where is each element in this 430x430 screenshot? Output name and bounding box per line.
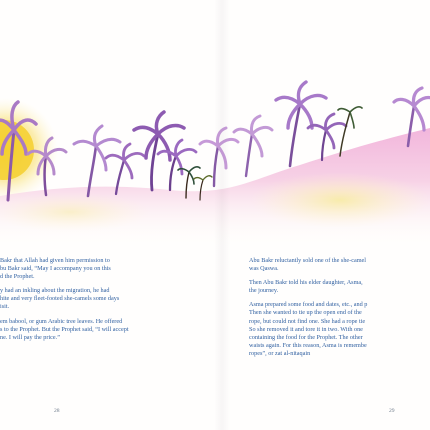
text-line: d the Prophet. [0, 273, 35, 281]
text-line: ropes”, or zat al-nitaqain [249, 349, 311, 357]
text-line: Asma prepared some food and dates, etc., and p [249, 301, 368, 309]
text-line: waists again. For this reason, Asma is remembe [249, 341, 367, 349]
text-line: Then she wanted to tie up the open end of the [249, 309, 362, 317]
paragraph [0, 257, 205, 281]
page-number: 29 [389, 408, 395, 414]
paragraph [0, 318, 205, 342]
text-line: rope, but could not find one. She had a rope tie [249, 317, 366, 325]
text-line: y had an inkling about the migration, he had [0, 287, 110, 295]
paragraph [0, 287, 205, 311]
paragraph [249, 257, 430, 273]
paragraph [249, 301, 430, 358]
text-line: em babool, or gum Arabic tree leaves. He offered [0, 317, 123, 325]
text-line: the journey. [249, 287, 279, 295]
left-page-text [0, 257, 205, 348]
text-line: Bakr that Allah had given him permission to [0, 257, 110, 264]
yellow-wash [250, 172, 430, 228]
page-number: 28 [54, 408, 60, 414]
text-line: Then Abu Bakr told his elder daughter, Asma, [249, 279, 363, 287]
text-line: was Qaswa. [249, 265, 279, 273]
text-line: isit. [0, 303, 10, 311]
page-gutter [214, 0, 230, 430]
text-line: ne. I will pay the price.” [0, 333, 60, 341]
text-line: Abu Bakr reluctantly sold one of the she-camel [249, 257, 367, 264]
right-page-text [249, 257, 430, 364]
text-line: bu Bakr said, “May I accompany you on this [0, 265, 111, 273]
paragraph [249, 279, 430, 295]
text-line: hite and very fleet-footed she-camels some days [0, 295, 120, 303]
text-line: s to the Prophet. But the Prophet said, “I will accept [0, 325, 129, 333]
text-line: containing the food for the Prophet. The other [249, 333, 363, 341]
text-line: So she removed it and tore it in two. With one [249, 325, 363, 333]
